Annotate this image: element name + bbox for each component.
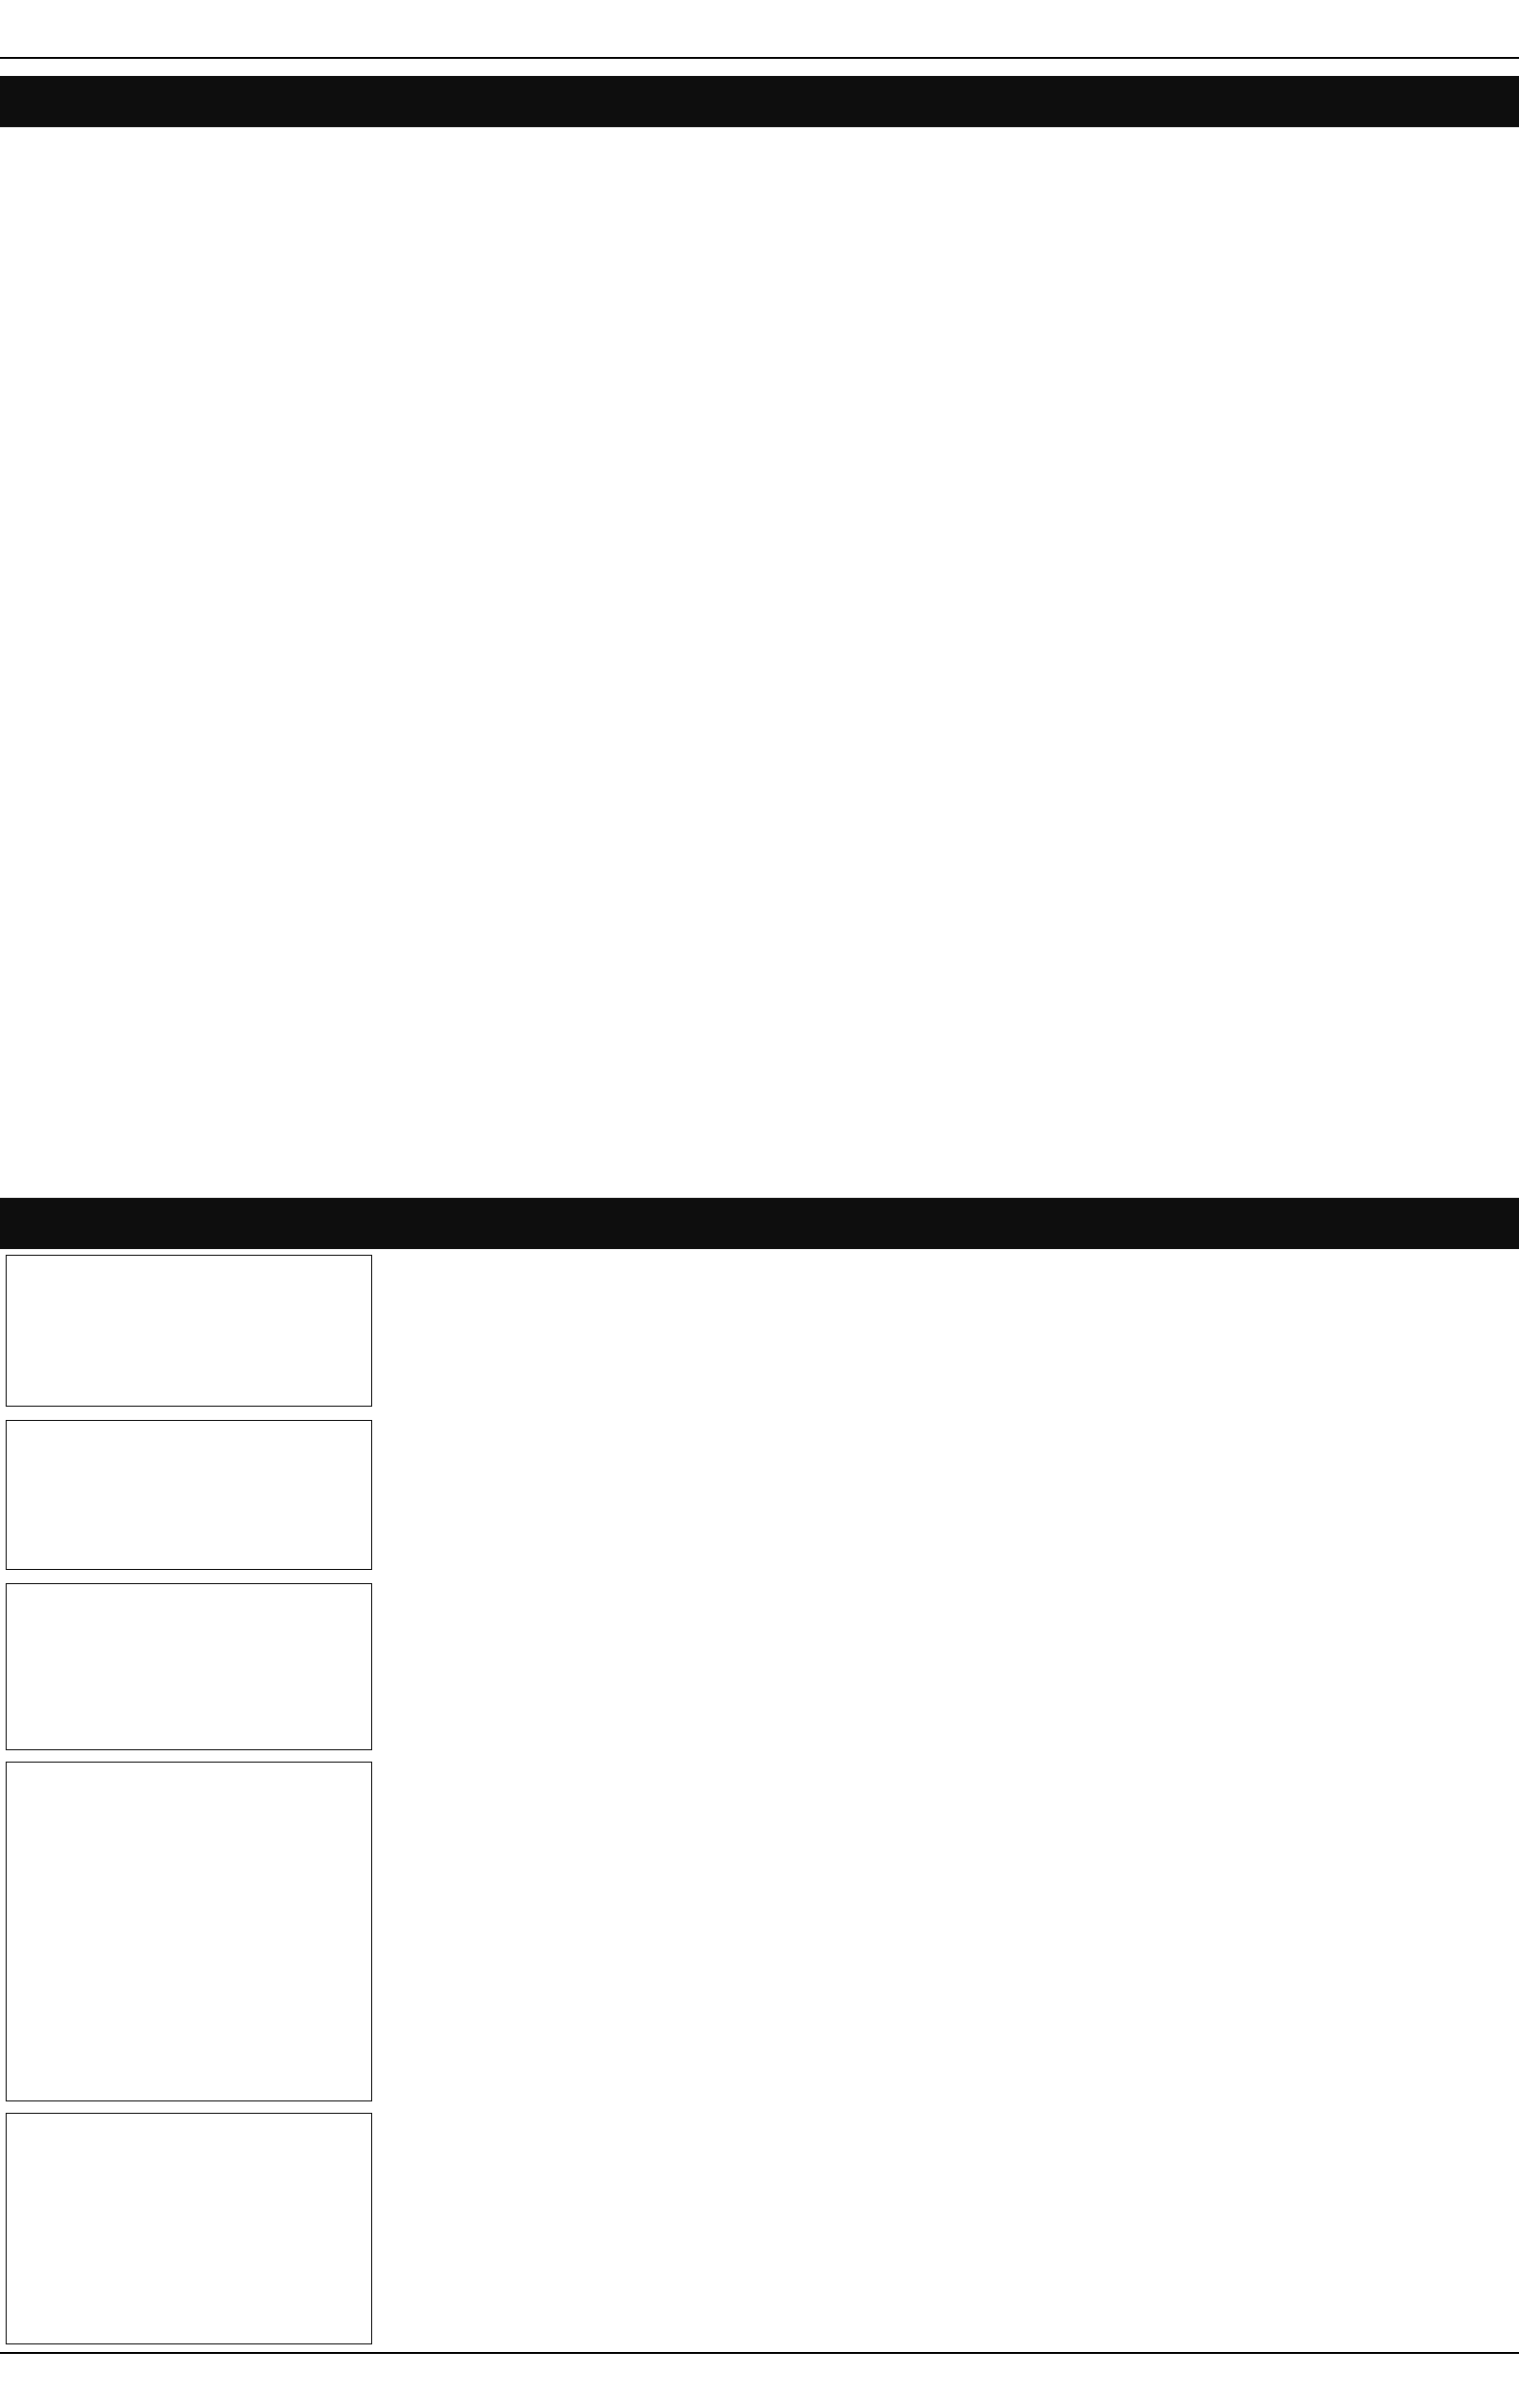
masthead bbox=[0, 0, 1519, 59]
continuation-banner-middle bbox=[0, 1198, 1519, 1249]
newspaper-logo bbox=[688, 4, 802, 53]
imprint-footer bbox=[0, 2352, 1519, 2408]
bottom-columns bbox=[0, 1253, 1519, 2344]
continuation-banner-top bbox=[0, 76, 1519, 127]
top-columns bbox=[0, 133, 1519, 1185]
